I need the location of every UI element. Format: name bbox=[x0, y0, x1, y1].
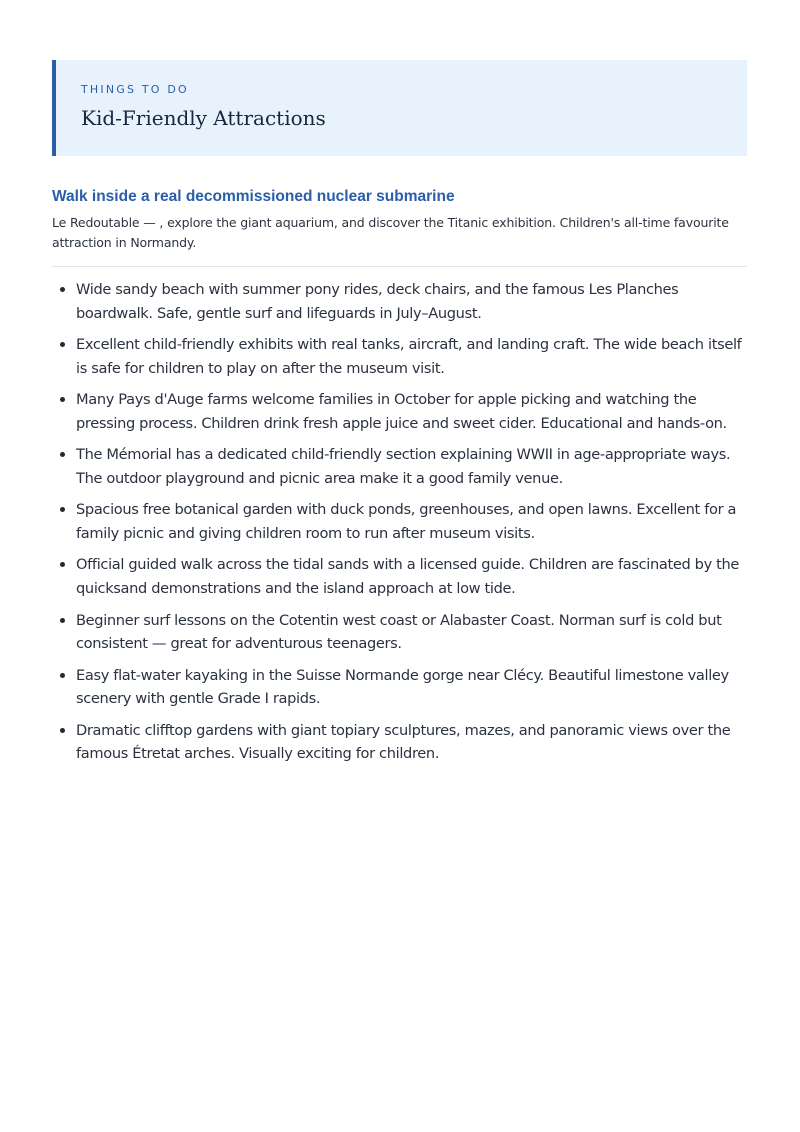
list-item-text: Excellent child-friendly exhibits with real tanks, aircraft, and landing craft. The wide beach itself is safe for children to play on after the museum visit. bbox=[76, 336, 742, 377]
list-item bbox=[52, 498, 747, 545]
list-item-text: Spacious free botanical garden with duck ponds, greenhouses, and open lawns. Excellent for a family picnic and giving children room to run after museum visits. bbox=[76, 501, 737, 542]
bullet-icon bbox=[60, 397, 65, 402]
list-item bbox=[52, 443, 747, 490]
featured-attraction bbox=[52, 186, 747, 253]
list-item-text: Official guided walk across the tidal sands with a licensed guide. Children are fascinated by the quicksand demonstrations and the island approach at low tide. bbox=[76, 556, 740, 597]
list-item-text: Easy flat-water kayaking in the Suisse Normande gorge near Clécy. Beautiful limestone valley scenery with gentle Grade I rapids. bbox=[76, 666, 729, 708]
list-item bbox=[52, 388, 747, 435]
list-item bbox=[52, 609, 747, 656]
bullet-icon bbox=[60, 618, 65, 623]
attractions-list bbox=[52, 278, 747, 774]
list-item-text: Many Pays d'Auge farms welcome families in October for apple picking and watching the pressing process. Children drink fresh apple juice and sweet cider. Educational and hands-on. bbox=[76, 391, 727, 432]
section-kicker: THINGS TO DO bbox=[81, 83, 189, 96]
bullet-icon bbox=[60, 287, 65, 292]
list-item bbox=[52, 719, 747, 766]
section-header bbox=[52, 60, 747, 156]
bullet-icon bbox=[60, 673, 65, 678]
list-item-text: Wide sandy beach with summer pony rides, deck chairs, and the famous Les Planches boardwalk. Safe, gentle surf and lifeguards in July–August. bbox=[76, 281, 679, 322]
bullet-icon bbox=[60, 507, 65, 512]
list-item bbox=[52, 664, 747, 711]
bullet-icon bbox=[60, 728, 65, 733]
featured-heading: Walk inside a real decommissioned nuclear submarine bbox=[52, 188, 455, 205]
bullet-icon bbox=[60, 342, 65, 347]
list-item-text: Beginner surf lessons on the Cotentin west coast or Alabaster Coast. Norman surf is cold but consistent — great for adventurous teenagers. bbox=[76, 611, 722, 653]
bullet-icon bbox=[60, 562, 65, 567]
list-item-text: The Mémorial has a dedicated child-friendly section explaining WWII in age-appropriate ways. The outdoor playground and picnic area make it a good family venue. bbox=[76, 446, 731, 487]
page-title: Kid-Friendly Attractions bbox=[81, 106, 326, 130]
list-item bbox=[52, 553, 747, 600]
list-item-text: Dramatic clifftop gardens with giant topiary sculptures, mazes, and panoramic views over the famous Étretat arches. Visually exciting for children. bbox=[76, 721, 731, 763]
divider bbox=[52, 266, 747, 267]
featured-description: Le Redoutable — , explore the giant aquarium, and discover the Titanic exhibition. Children's all-time favourite attraction in Normandy. bbox=[52, 215, 729, 250]
bullet-icon bbox=[60, 452, 65, 457]
list-item bbox=[52, 333, 747, 380]
list-item bbox=[52, 278, 747, 325]
